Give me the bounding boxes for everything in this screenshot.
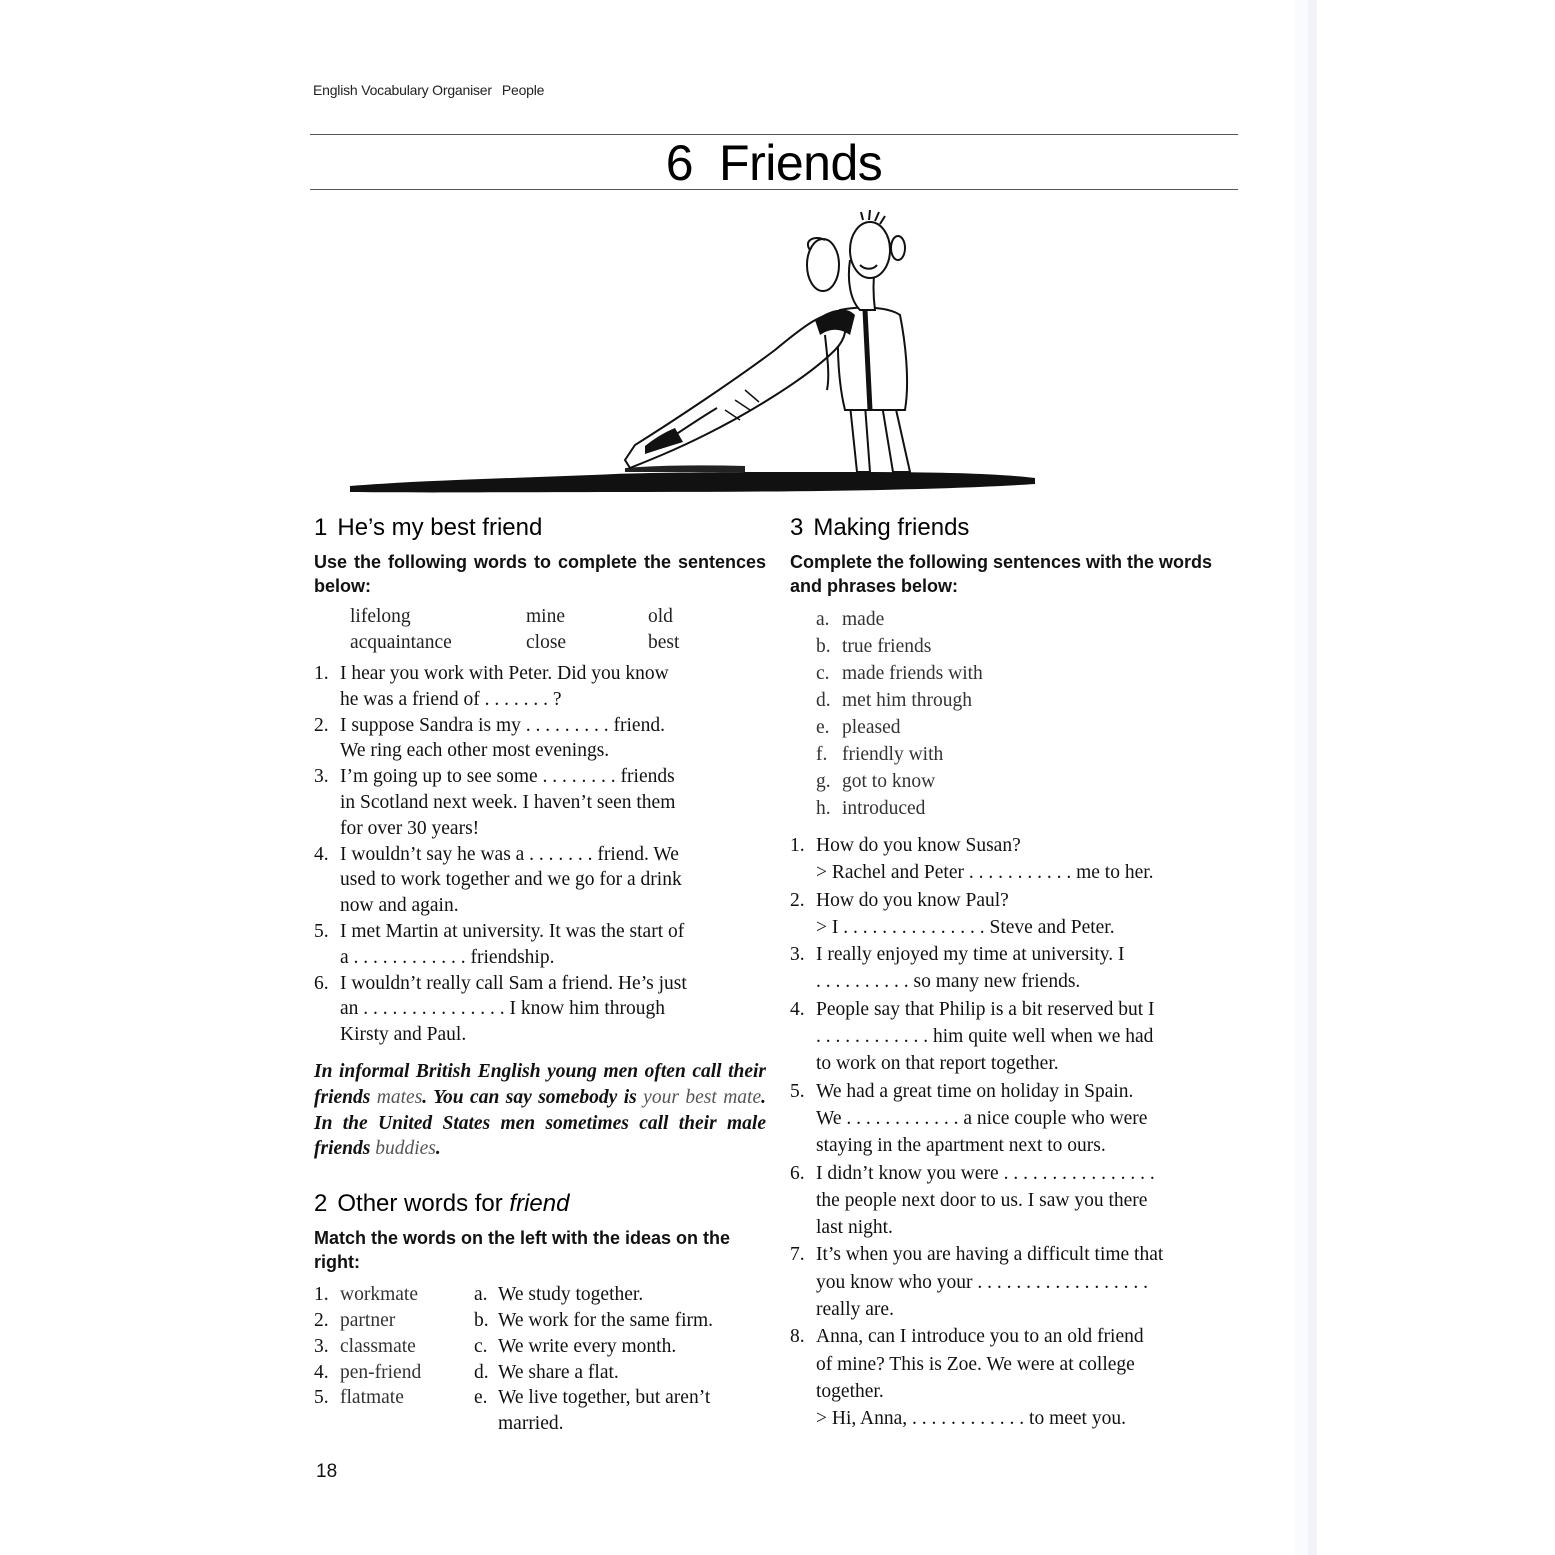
exercise-item: 1. How do you know Susan? > Rachel and Peter . . . . . . . . . . . me to her.: [790, 835, 1154, 884]
book-title: English Vocabulary Organiser: [313, 82, 492, 98]
match-right-item: a. We study together.: [474, 1284, 644, 1306]
word-bank-item: mine: [526, 606, 565, 627]
section-1-title: 1 He’s my best friend: [314, 514, 543, 541]
chapter-title: [310, 136, 1238, 190]
exercise-item: 1. I hear you work with Peter. Did you know he was a friend of . . . . . . . ?: [314, 663, 669, 710]
exercise-item: 6. I didn’t know you were . . . . . . . . . . . . . . . . the people next door to us. I saw you there last night.: [790, 1162, 1155, 1239]
section-1-exercises: [314, 661, 766, 1048]
phrase-bank: [816, 606, 1242, 822]
friends-illustration: [345, 210, 1045, 500]
right-column: [790, 512, 1242, 1433]
page-number: 18: [316, 1461, 338, 1482]
section-3-exercises: [790, 832, 1242, 1433]
match-left-item: 5. flatmate: [314, 1387, 404, 1409]
section-2: [314, 1188, 766, 1437]
phrase-item: f. friendly with: [816, 744, 944, 765]
word-bank-item: best: [648, 631, 680, 653]
usage-note: In informal British English young men often call their friends mates. You can say somebody is your best mate. In the United States men sometimes call their male friends buddies.: [314, 1060, 767, 1160]
phrase-item: c. made friends with: [816, 663, 983, 684]
section-1-instruction: Use the following words to complete the sentences below:: [314, 552, 766, 596]
section-1: [314, 512, 766, 1162]
word-bank-item: acquaintance: [350, 631, 452, 653]
exercise-item: 3. I’m going up to see some . . . . . . . . friends in Scotland next week. I haven’t seen them for over 30 years!: [314, 766, 676, 839]
section-2-title: 2 Other words for friend: [314, 1190, 570, 1218]
matching-exercise: [314, 1282, 766, 1437]
exercise-item: 7. It’s when you are having a difficult time that you know who your . . . . . . . . . . . . . . . . . . really are.: [790, 1244, 1164, 1321]
phrase-item: h. introduced: [816, 798, 926, 819]
section-3-title: 3 Making friends: [790, 514, 970, 541]
page-edge-strip: [1308, 0, 1317, 1555]
phrase-item: a. made: [816, 609, 885, 630]
running-head: [313, 82, 544, 98]
section-3-instruction: Complete the following sentences with the words and phrases below:: [790, 552, 1213, 596]
match-left-item: 1. workmate: [314, 1284, 418, 1306]
match-right-item: e. We live together, but aren’t married.: [474, 1387, 711, 1435]
left-column: [314, 512, 766, 1437]
section-2-instruction: Match the words on the left with the ideas on the right:: [314, 1228, 731, 1273]
word-bank-item: lifelong: [350, 606, 411, 627]
exercise-item: 2. I suppose Sandra is my . . . . . . . . . friend. We ring each other most evenings.: [314, 714, 665, 762]
match-left-item: 3. classmate: [314, 1335, 416, 1357]
section-3: [790, 512, 1242, 1433]
match-left-item: 4. pen-friend: [314, 1361, 422, 1383]
exercise-item: 5. We had a great time on holiday in Spain. We . . . . . . . . . . . . a nice couple who were staying in the apartment next to ours.: [790, 1080, 1148, 1157]
match-left-item: 2. partner: [314, 1309, 396, 1331]
page-edge-shadow: [1295, 0, 1308, 1555]
chapter-number: 6: [665, 135, 694, 191]
exercise-item: 8. Anna, can I introduce you to an old friend of mine? This is Zoe. We were at college together. > Hi, Anna, . . . . . . . . . . . . to meet you.: [790, 1326, 1144, 1430]
match-right-item: b. We work for the same firm.: [474, 1309, 714, 1331]
phrase-item: b. true friends: [816, 636, 932, 657]
match-right-item: d. We share a flat.: [474, 1361, 619, 1383]
exercise-item: 4. People say that Philip is a bit reserved but I . . . . . . . . . . . . him quite well when we had to work on that report together.: [790, 998, 1155, 1075]
phrase-item: d. met him through: [816, 690, 972, 711]
word-bank: [350, 604, 766, 655]
title-rule-bottom: [310, 189, 1238, 190]
exercise-item: 4. I wouldn’t say he was a . . . . . . . friend. We used to work together and we go for a drink now and again.: [314, 843, 682, 917]
match-left-list: [314, 1282, 474, 1437]
word-bank-item: old: [648, 606, 673, 627]
exercise-item: 2. How do you know Paul? > I . . . . . . . . . . . . . . . Steve and Peter.: [790, 889, 1115, 938]
phrase-item: g. got to know: [816, 771, 936, 792]
phrase-item: e. pleased: [816, 717, 901, 738]
exercise-item: 5. I met Martin at university. It was the start of a . . . . . . . . . . . . friendship.: [314, 920, 685, 968]
word-bank-item: close: [526, 631, 567, 653]
match-right-list: [474, 1282, 766, 1437]
book-section: People: [501, 82, 545, 98]
match-right-item: c. We write every month.: [474, 1335, 677, 1357]
exercise-item: 6. I wouldn’t really call Sam a friend. He’s just an . . . . . . . . . . . . . . . I know him through Kirsty and Paul.: [314, 972, 687, 1046]
exercise-item: 3. I really enjoyed my time at university. I . . . . . . . . . . so many new friends.: [790, 944, 1125, 993]
chapter-name: Friends: [719, 135, 883, 191]
